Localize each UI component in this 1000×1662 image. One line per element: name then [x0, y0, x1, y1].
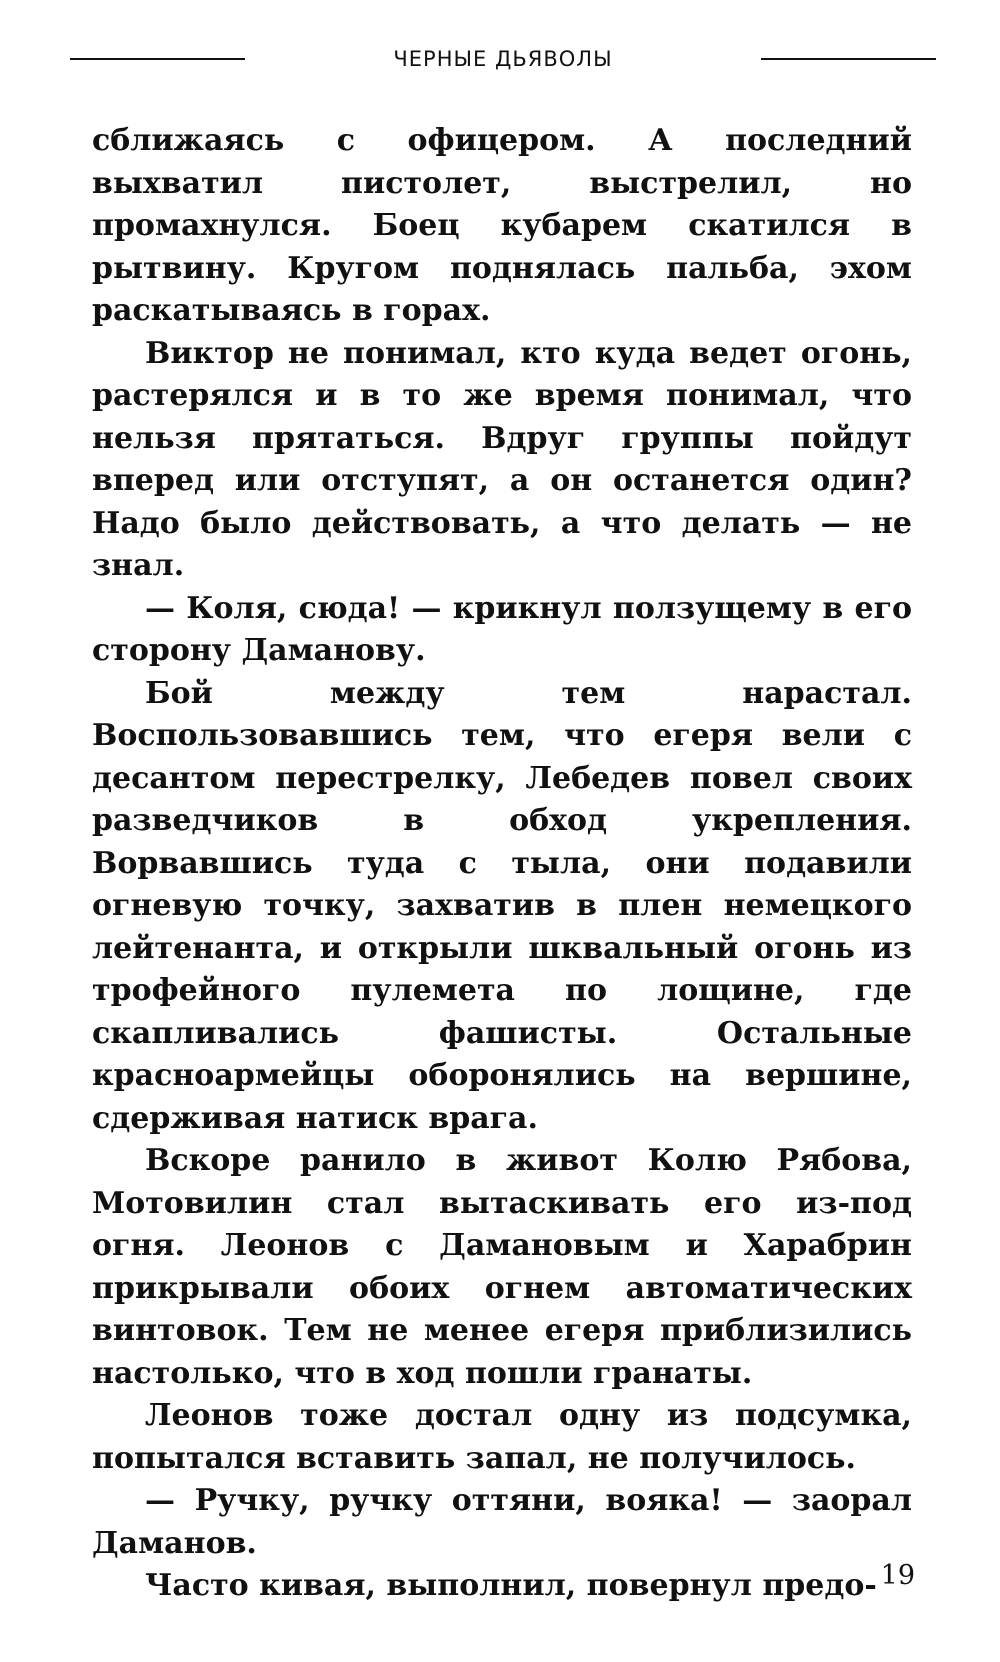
running-header: [70, 44, 936, 74]
page-body: [92, 120, 912, 1608]
paragraph: Бой между тем нарастал. Воспользовавшись тем, что егеря вели с десантом перестрелку, Лебедев повел своих разведчиков в обход укрепления. Ворвавшись туда с тыла, они подавили огневую точку, захватив в плен немецкого лейтенанта, и открыли шквальный огонь из трофейного пулемета по лощине, где скапливались фашисты. Остальные красноармейцы оборонялись на вершине, сдерживая натиск врага.: [92, 675, 912, 1136]
paragraph: — Коля, сюда! — крикнул ползущему в его сторону Даманову.: [92, 590, 912, 668]
paragraph: Вскоре ранило в живот Колю Рябова, Мотовилин стал вытаскивать его из-под огня. Леонов с Дамановым и Харабрин прикрывали обоих огнем автоматических винтовок. Тем не менее егеря приблизились настолько, что в ход пошли гранаты.: [92, 1143, 912, 1391]
paragraph: — Ручку, ручку оттяни, вояка! — заорал Даманов.: [92, 1483, 912, 1561]
paragraph: Виктор не понимал, кто куда ведет огонь, растерялся и в то же время понимал, что нельзя прятаться. Вдруг группы пойдут вперед или отступят, а он останется один? Надо было действовать, а что делать — не знал.: [92, 335, 912, 583]
paragraph: Часто кивая, выполнил, повернул предо-: [145, 1568, 877, 1603]
page-number: 19: [880, 1560, 915, 1591]
header-rule-right: [761, 58, 936, 60]
paragraph: сближаясь с офицером. А последний выхватил пистолет, выстрелил, но промахнулся. Боец кубарем скатился в рытвину. Кругом поднялась пальба, эхом раскатываясь в горах.: [92, 123, 912, 328]
paragraph: Леонов тоже достал одну из подсумка, попытался вставить запал, не получилось.: [92, 1398, 912, 1476]
running-title: ЧЕРНЫЕ ДЬЯВОЛЫ: [393, 47, 613, 71]
header-rule-left: [70, 58, 245, 60]
